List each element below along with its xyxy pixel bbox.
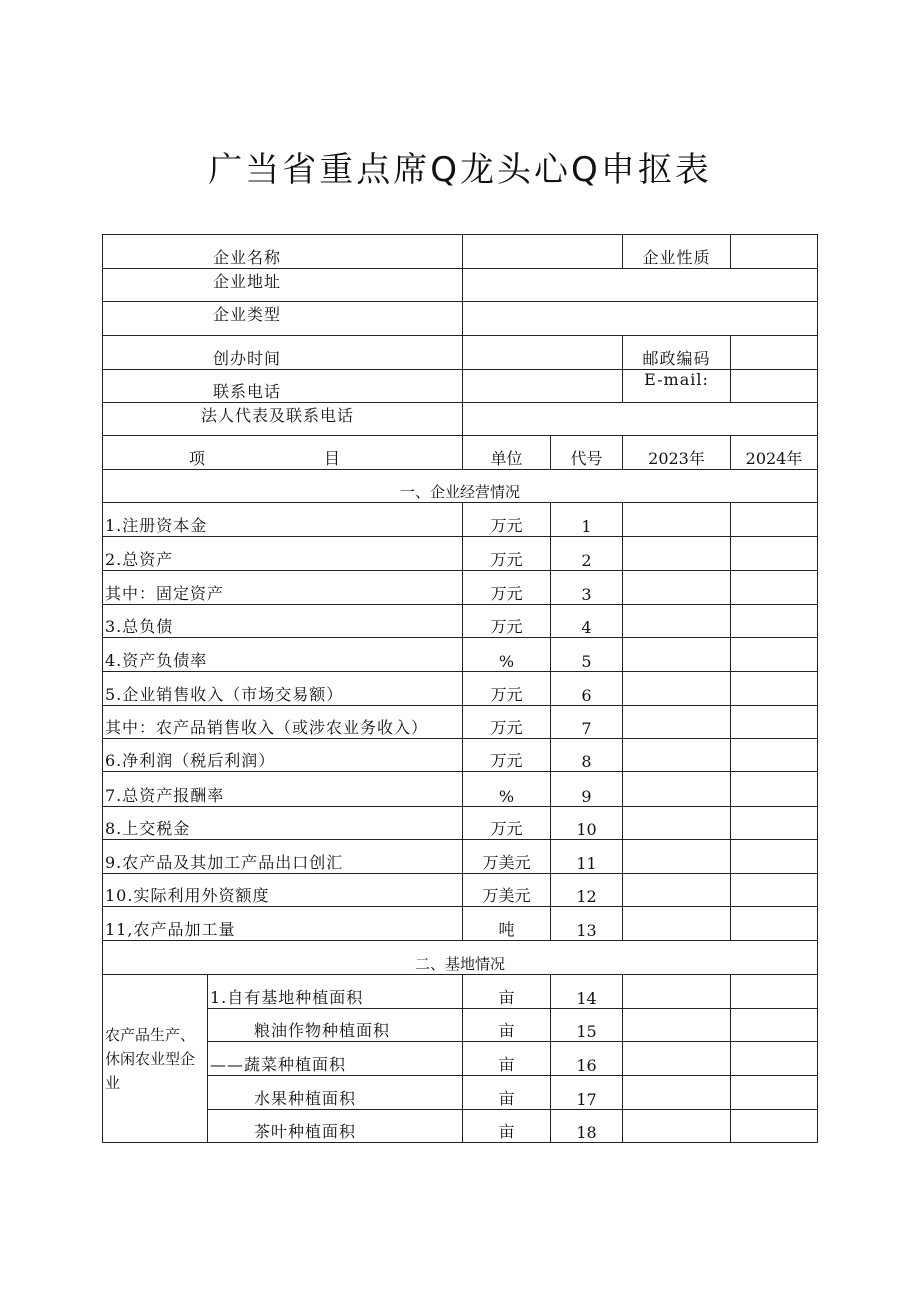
indicator-code: 3 [551, 571, 623, 605]
value-2024-field[interactable] [731, 1076, 818, 1110]
section2-title-row [103, 941, 818, 975]
section1-row [103, 605, 818, 638]
indicator-unit: 万元 [463, 503, 551, 537]
indicator-name: 3.总负债 [103, 605, 463, 638]
unit-header: 单位 [463, 436, 551, 470]
section2-row [103, 975, 818, 1009]
section2-row [103, 1009, 818, 1042]
item-header-b: 目 [323, 449, 340, 468]
value-2023-field[interactable] [623, 638, 731, 672]
planting-item-name: 水果种植面积 [208, 1076, 463, 1110]
phone-label: 联系电话 [103, 370, 463, 403]
planting-item-name: 1.自有基地种植面积 [208, 975, 463, 1009]
indicator-unit: 万元 [463, 672, 551, 706]
value-2023-field[interactable] [623, 706, 731, 739]
year1-header: 2023年 [623, 436, 731, 470]
company-name-field[interactable] [463, 235, 623, 269]
value-2024-field[interactable] [731, 907, 818, 941]
planting-item-code: 16 [551, 1042, 623, 1076]
indicator-name: 11,农产品加工量 [103, 907, 463, 941]
indicator-code: 4 [551, 605, 623, 638]
founded-row [103, 336, 818, 370]
indicator-unit: 万元 [463, 739, 551, 772]
value-2024-field[interactable] [731, 1042, 818, 1076]
indicator-name: 9.农产品及其加工产品出口创汇 [103, 840, 463, 874]
planting-item-unit: 亩 [463, 1009, 551, 1042]
planting-item-unit: 亩 [463, 1042, 551, 1076]
section2-row [103, 1076, 818, 1110]
indicator-unit: 万元 [463, 605, 551, 638]
section1-row [103, 907, 818, 941]
planting-item-code: 18 [551, 1110, 623, 1143]
value-2024-field[interactable] [731, 638, 818, 672]
section1-row [103, 807, 818, 840]
indicator-name: 1.注册资本金 [103, 503, 463, 537]
value-2024-field[interactable] [731, 874, 818, 907]
planting-item-unit: 亩 [463, 1076, 551, 1110]
indicator-unit: 万美元 [463, 840, 551, 874]
company-nature-label: 企业性质 [623, 235, 731, 269]
value-2023-field[interactable] [623, 840, 731, 874]
section1-row [103, 874, 818, 907]
value-2023-field[interactable] [623, 772, 731, 807]
legal-rep-field[interactable] [463, 403, 818, 436]
phone-row [103, 370, 818, 403]
planting-item-unit: 亩 [463, 975, 551, 1009]
indicator-code: 13 [551, 907, 623, 941]
planting-item-code: 15 [551, 1009, 623, 1042]
value-2023-field[interactable] [623, 1110, 731, 1143]
indicator-unit: 吨 [463, 907, 551, 941]
value-2023-field[interactable] [623, 1009, 731, 1042]
item-header [103, 436, 463, 470]
indicator-name: 7.总资产报酬率 [103, 772, 463, 807]
section1-row [103, 571, 818, 605]
value-2023-field[interactable] [623, 1076, 731, 1110]
application-form-table [102, 234, 818, 1143]
planting-item-code: 17 [551, 1076, 623, 1110]
email-label: E-mail: [623, 370, 731, 403]
indicator-unit: 万元 [463, 537, 551, 571]
indicator-code: 11 [551, 840, 623, 874]
indicator-code: 8 [551, 739, 623, 772]
founded-field[interactable] [463, 336, 623, 370]
value-2024-field[interactable] [731, 1009, 818, 1042]
value-2023-field[interactable] [623, 571, 731, 605]
email-field[interactable] [731, 370, 818, 403]
postcode-label: 邮政编码 [623, 336, 731, 370]
section2-title: 二、基地情况 [103, 941, 818, 975]
indicator-code: 6 [551, 672, 623, 706]
value-2023-field[interactable] [623, 503, 731, 537]
planting-item-name: 茶叶种植面积 [208, 1110, 463, 1143]
indicator-name: 10.实际利用外资额度 [103, 874, 463, 907]
indicator-unit: 万元 [463, 571, 551, 605]
indicator-name: 6.净利润（税后利润） [103, 739, 463, 772]
section1-row [103, 672, 818, 706]
value-2023-field[interactable] [623, 807, 731, 840]
value-2024-field[interactable] [731, 772, 818, 807]
section1-row [103, 706, 818, 739]
postcode-field[interactable] [731, 336, 818, 370]
section1-title: 一、企业经营情况 [103, 470, 818, 503]
company-type-row [103, 302, 818, 336]
company-address-label: 企业地址 [103, 269, 463, 302]
company-address-field[interactable] [463, 269, 818, 302]
phone-field[interactable] [463, 370, 623, 403]
indicator-name: 2.总资产 [103, 537, 463, 571]
indicator-code: 9 [551, 772, 623, 807]
value-2023-field[interactable] [623, 672, 731, 706]
indicator-unit: 万元 [463, 706, 551, 739]
indicator-name: 其中：农产品销售收入（或涉农业务收入） [103, 706, 463, 739]
company-type-field[interactable] [463, 302, 818, 336]
value-2023-field[interactable] [623, 1042, 731, 1076]
founded-label: 创办时间 [103, 336, 463, 370]
indicator-unit: % [463, 638, 551, 672]
value-2024-field[interactable] [731, 537, 818, 571]
value-2023-field[interactable] [623, 907, 731, 941]
value-2024-field[interactable] [731, 503, 818, 537]
legal-rep-row [103, 403, 818, 436]
legal-rep-label: 法人代表及联系电话 [103, 403, 463, 436]
indicator-unit: % [463, 772, 551, 807]
value-2024-field[interactable] [731, 605, 818, 638]
indicator-code: 10 [551, 807, 623, 840]
company-nature-field[interactable] [731, 235, 818, 269]
section1-row [103, 537, 818, 571]
indicator-name: 8.上交税金 [103, 807, 463, 840]
value-2023-field[interactable] [623, 874, 731, 907]
section1-row [103, 503, 818, 537]
indicator-code: 12 [551, 874, 623, 907]
item-header-a: 项 [188, 449, 205, 468]
section1-title-row [103, 470, 818, 503]
value-2023-field[interactable] [623, 537, 731, 571]
value-2024-field[interactable] [731, 571, 818, 605]
company-name-label: 企业名称 [103, 235, 463, 269]
section1-row [103, 739, 818, 772]
value-2023-field[interactable] [623, 739, 731, 772]
value-2024-field[interactable] [731, 975, 818, 1009]
indicator-name: 5.企业销售收入（市场交易额） [103, 672, 463, 706]
section1-row [103, 772, 818, 807]
value-2024-field[interactable] [731, 840, 818, 874]
planting-item-name: ——蔬菜种植面积 [208, 1042, 463, 1076]
value-2024-field[interactable] [731, 706, 818, 739]
section2-row [103, 1110, 818, 1143]
section1-row [103, 840, 818, 874]
value-2023-field[interactable] [623, 975, 731, 1009]
section2-row [103, 1042, 818, 1076]
indicator-code: 7 [551, 706, 623, 739]
company-address-row [103, 269, 818, 302]
company-name-row [103, 235, 818, 269]
company-type-label: 企业类型 [103, 302, 463, 336]
page-title: 广当省重点席Q龙头心Q申抠表 [208, 150, 712, 190]
enterprise-type-group-label: 农产品生产、休闲农业型企业 [103, 975, 208, 1143]
value-2023-field[interactable] [623, 605, 731, 638]
value-2024-field[interactable] [731, 807, 818, 840]
indicator-unit: 万元 [463, 807, 551, 840]
planting-item-code: 14 [551, 975, 623, 1009]
planting-item-name: 粮油作物种植面积 [208, 1009, 463, 1042]
indicator-code: 1 [551, 503, 623, 537]
indicator-name: 4.资产负债率 [103, 638, 463, 672]
indicator-code: 2 [551, 537, 623, 571]
code-header: 代号 [551, 436, 623, 470]
section1-row [103, 638, 818, 672]
column-header-row [103, 436, 818, 470]
value-2024-field[interactable] [731, 739, 818, 772]
year2-header: 2024年 [731, 436, 818, 470]
indicator-unit: 万美元 [463, 874, 551, 907]
value-2024-field[interactable] [731, 672, 818, 706]
indicator-name: 其中：固定资产 [103, 571, 463, 605]
indicator-code: 5 [551, 638, 623, 672]
planting-item-unit: 亩 [463, 1110, 551, 1143]
value-2024-field[interactable] [731, 1110, 818, 1143]
